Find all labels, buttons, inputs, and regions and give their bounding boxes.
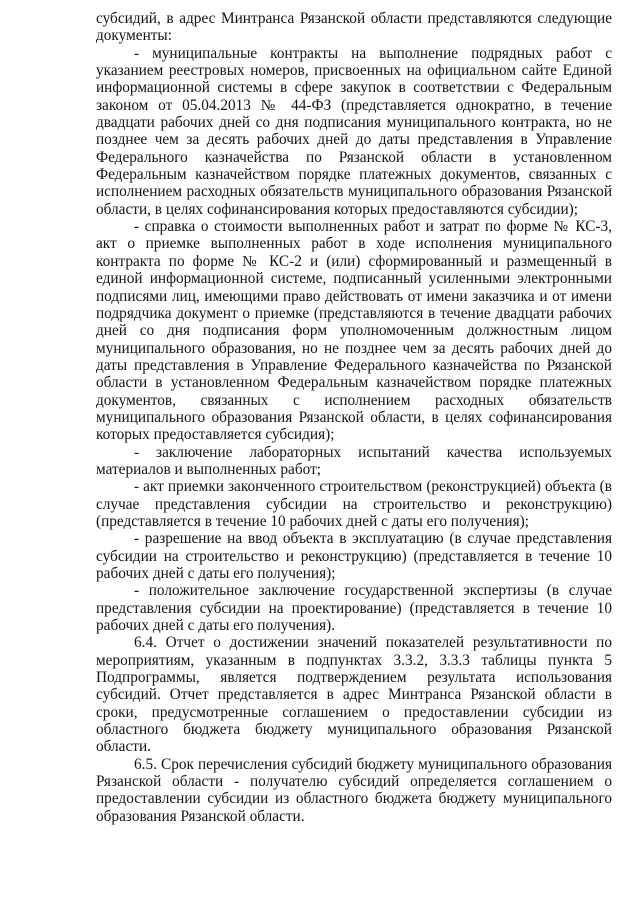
clause-6-5-paragraph: 6.5. Срок перечисления субсидий бюджету муниципального образования Рязанской области - получателю субсидий определяется соглашением о предоставлении субсидии из областного бюджета бюджету муниципального образования Рязанской области. — [96, 755, 612, 825]
list-item-state-expertise: - положительное заключение государственной экспертизы (в случае представления субсидии на проектирование) (представляется в течение 10 рабочих дней с даты его получения). — [96, 582, 612, 635]
list-item-commissioning-permit: - разрешение на ввод объекта в эксплуатацию (в случае представления субсидии на строительство и реконструкцию) (представляется в течение 10 рабочих дней с даты его получения); — [96, 530, 612, 582]
intro-paragraph: субсидий, в адрес Минтранса Рязанской области представляются следующие документы: — [96, 10, 612, 45]
list-item-contracts: - муниципальные контракты на выполнение подрядных работ с указанием реестровых номеров, присвоенных на официальном сайте Единой информационной системы в сфере закупок в соответствии с Федеральным законом от 05.04.2013 № 44-ФЗ (представляется однократно, в течение двадцати рабочих дней со дня подписания муниципального контракта, но не позднее чем за десять рабочих дней до даты представления в Управление Федерального казначейства по Рязанской области в установленном Федеральным казначейством порядке платежных документов, связанных с исполнением расходных обязательств муниципального образования Рязанской области, в целях софинансирования которых предоставляются субсидии); — [96, 44, 612, 218]
list-item-acceptance-act: - акт приемки законченного строительством (реконструкцией) объекта (в случае представления субсидии на строительство и реконструкцию) (представляется в течение 10 рабочих дней с даты его получения); — [96, 478, 612, 530]
document-page — [96, 10, 612, 825]
clause-6-4-paragraph: 6.4. Отчет о достижении значений показателей результативности по мероприятиям, указанным в подпунктах 3.3.2, 3.3.3 таблицы пункта 5 Подпрограммы, является подтверждением результата использования субсидий. Отчет представляется в адрес Минтранса Рязанской области в сроки, предусмотренные соглашением о предоставлении субсидии из областного бюджета бюджету муниципального образования Рязанской области. — [96, 634, 612, 756]
list-item-ks3-certificate: - справка о стоимости выполненных работ и затрат по форме № КС-3, акт о приемке выполненных работ в ходе исполнения муниципального контракта по форме № КС-2 и (или) сформированный и размещенный в единой информационной системе, подписанный усиленными электронными подписями лиц, имеющими право действовать от имени заказчика и от имени подрядчика документ о приемке (представляются в течение двадцати рабочих дней со дня подписания форм уполномоченным должностным лицом муниципального образования, но не позднее чем за десять рабочих дней до даты представления в Управление Федерального казначейства по Рязанской области в установленном Федеральным казначейством порядке платежных документов, связанных с исполнением расходных обязательств муниципального образования Рязанской области, в целях софинансирования которых предоставляется субсидия); — [96, 218, 612, 444]
list-item-lab-tests: - заключение лабораторных испытаний качества используемых материалов и выполненных работ; — [96, 443, 612, 478]
